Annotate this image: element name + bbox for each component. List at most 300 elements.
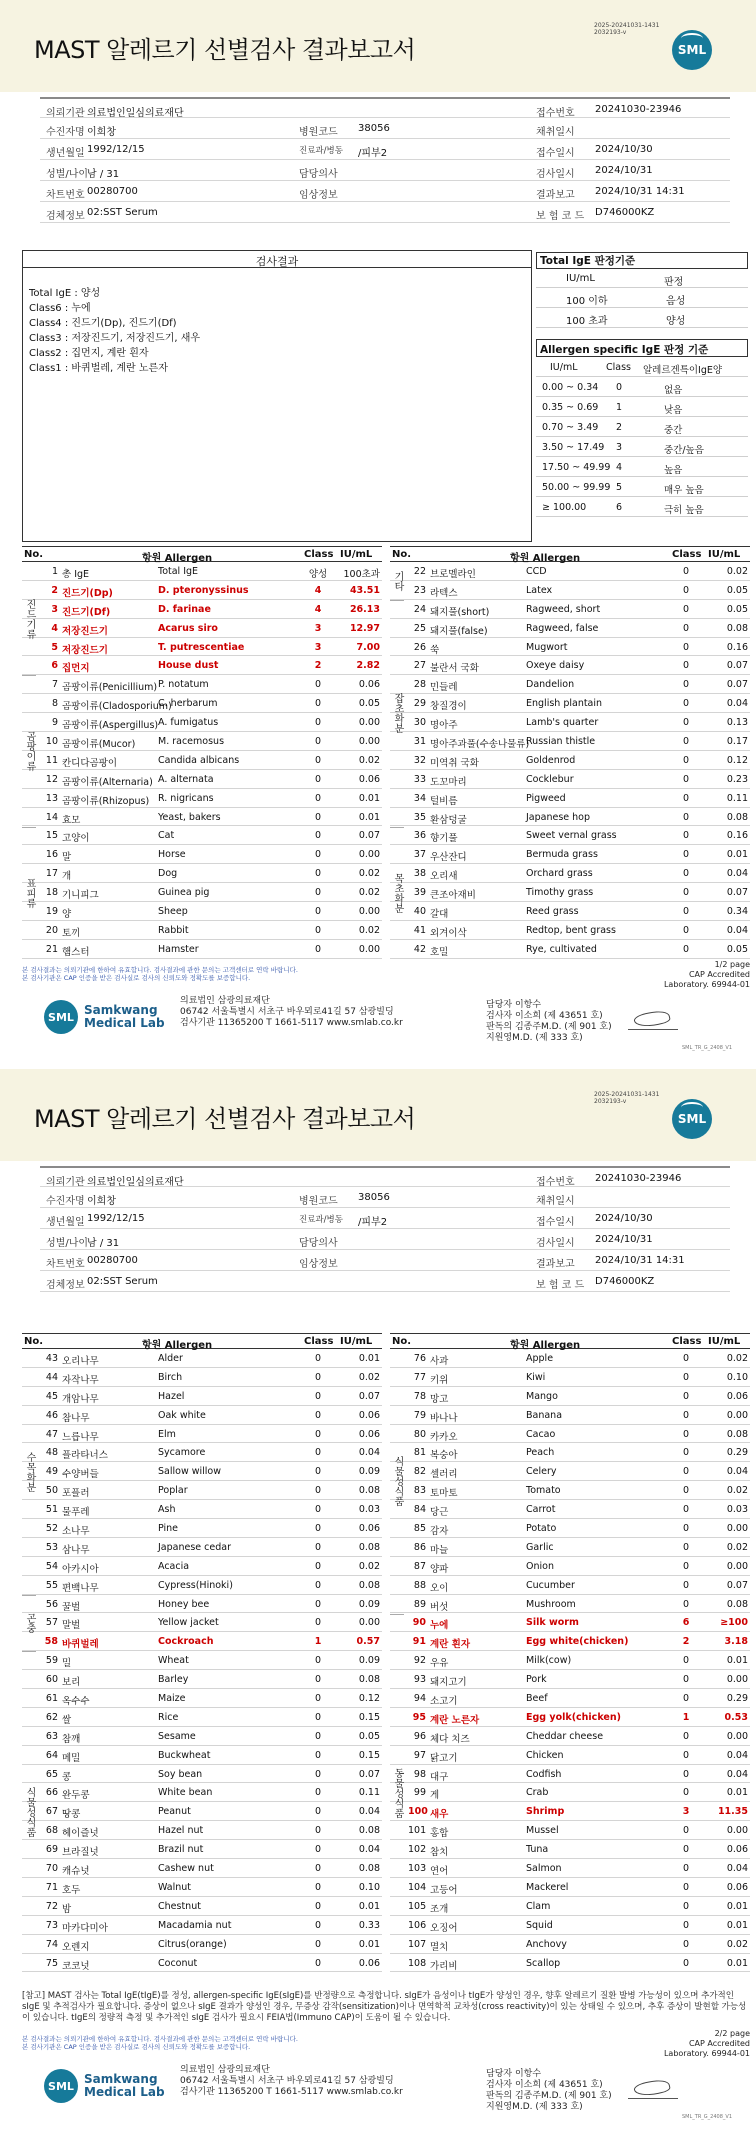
allergen-value: 0.01	[726, 1655, 748, 1667]
table-row	[22, 1802, 382, 1821]
allergen-value: 0.01	[358, 1938, 380, 1950]
table-row	[390, 1689, 750, 1708]
allergen-class: 3	[314, 622, 322, 634]
report-title: MAST 알레르기 선별검사 결과보고서	[34, 36, 416, 64]
allergen-class: 0	[314, 1900, 322, 1912]
allergen-class: 0	[314, 1371, 322, 1383]
allergen-value: 0.05	[358, 1730, 380, 1742]
report-timestamp: 2025-20241031-1431 2032193-v	[594, 22, 660, 36]
criteria-range: 0.35 ~ 0.69	[542, 402, 599, 413]
category-separator	[390, 600, 404, 601]
allergen-korean: 말벌	[62, 1620, 81, 1632]
allergen-no: 40	[413, 906, 426, 918]
allergen-value: 0.07	[726, 660, 748, 672]
allergen-class: 0	[314, 1466, 322, 1478]
allergen-english: English plantain	[526, 698, 603, 710]
allergen-class: 0	[682, 1371, 690, 1383]
allergen-english: Orchard grass	[526, 868, 593, 880]
criteria-range: 0.70 ~ 3.49	[542, 422, 599, 433]
allergen-class: 0	[682, 849, 690, 861]
allergen-class: 0	[314, 1787, 322, 1799]
allergen-value: 0.04	[726, 924, 748, 936]
allergen-korean: 총 IgE	[62, 569, 90, 580]
table-row	[22, 1916, 382, 1935]
report-header	[0, 1069, 756, 1161]
table-row	[390, 751, 750, 770]
header-class: Class	[672, 1336, 702, 1347]
allergen-no: 6	[51, 660, 58, 672]
allergen-value: 0.00	[358, 736, 380, 748]
allergen-english: Pork	[526, 1674, 547, 1686]
criteria-class: 3	[616, 442, 623, 453]
allergen-english: Carrot	[526, 1504, 556, 1516]
table-row	[22, 1349, 382, 1368]
allergen-korean: 라텍스	[430, 587, 458, 599]
allergen-value: 0.11	[726, 792, 748, 804]
allergen-english: Redtop, bent grass	[526, 924, 616, 936]
allergen-english: Crab	[526, 1787, 549, 1799]
table-row	[390, 1840, 750, 1859]
allergen-no: 65	[45, 1768, 58, 1780]
allergen-english: Dog	[158, 868, 178, 880]
category-label: 곤충	[24, 1613, 35, 1634]
allergen-no: 11	[45, 754, 58, 766]
table-row	[22, 883, 382, 902]
table-row	[390, 1878, 750, 1897]
allergen-no: 64	[45, 1749, 58, 1761]
allergen-korean: 민들레	[430, 682, 458, 694]
allergen-class: 0	[682, 1447, 690, 1459]
allergen-no: 77	[413, 1371, 426, 1383]
allergen-value: 0.02	[358, 754, 380, 766]
allergen-class: 0	[682, 1655, 690, 1667]
allergen-korean: 아카시아	[62, 1563, 99, 1575]
allergen-korean: 완두콩	[62, 1790, 90, 1802]
allergen-value: 0.16	[726, 830, 748, 842]
allergen-korean: 저장진드기	[62, 644, 108, 656]
allergen-value: ≥100	[720, 1617, 748, 1629]
allergen-english: Tuna	[526, 1844, 549, 1856]
allergen-class: 0	[682, 622, 690, 634]
category-separator	[22, 827, 36, 828]
allergen-english: Rabbit	[158, 924, 189, 936]
allergen-english: Buckwheat	[158, 1749, 211, 1761]
allergen-value: 0.12	[726, 754, 748, 766]
allergen-value: 0.08	[726, 1428, 748, 1440]
allergen-english: Dandelion	[526, 679, 575, 691]
allergen-value: 0.09	[358, 1466, 380, 1478]
allergen-no: 96	[413, 1730, 426, 1742]
allergen-value: 0.02	[358, 1560, 380, 1572]
allergen-no: 56	[45, 1598, 58, 1610]
allergen-korean: 마늘	[430, 1544, 449, 1556]
reference-note: [참고] MAST 검사는 Total IgE(tIgE)를 정성, allergen-specific IgE(sIgE)를 반정량으로 측정합니다. sIgE가 음성이나 tIgE가 양성인 경우, 향후 알레르기 질환 발병 가능성이 있으며 추가적인 sIgE 및 추적검사가 필요합니다. 증상이 없으나 sIgE 결과가 양성인 경우, 무증상 감작(sensitization)이나 면역학적 교차성(cross reactivity)이 있는 상태일 수 있으며, 추후 증상이 발현할 가능성이 있습니다. tIgE의 정량적 측정 및 추가적인 sIgE 검사가 필요시 FEIA법(Immuno CAP)이 도움이 될 수 있습니다.	[22, 1991, 747, 2023]
allergen-no: 87	[413, 1560, 426, 1572]
allergen-korean: 곰팡이류(Cladosporium)	[62, 701, 172, 713]
allergen-value: 0.08	[358, 1541, 380, 1553]
allergen-korean: 마카다미아	[62, 1922, 108, 1934]
header-class: Class	[304, 549, 334, 560]
allergen-class: 0	[314, 1390, 322, 1402]
allergen-korean: 토마토	[430, 1488, 458, 1500]
allergen-english: Cheddar cheese	[526, 1730, 604, 1742]
allergen-korean: 버섯	[430, 1601, 449, 1613]
allergen-value: 0.00	[358, 717, 380, 729]
allergen-value: 0.07	[726, 1579, 748, 1591]
allergen-class: 0	[314, 792, 322, 804]
allergen-class: 0	[314, 1409, 322, 1421]
allergen-value: 0.02	[358, 887, 380, 899]
allergen-value: 0.06	[358, 1409, 380, 1421]
allergen-english: Cypress(Hinoki)	[158, 1579, 233, 1591]
allergen-no: 53	[45, 1541, 58, 1553]
signature-mark	[628, 1008, 678, 1030]
allergen-no: 32	[413, 754, 426, 766]
table-row	[22, 1727, 382, 1746]
table-row	[390, 1802, 750, 1821]
header-allergen: 항원 Allergen	[510, 553, 581, 564]
allergen-korean: 체다 치즈	[430, 1733, 470, 1745]
allergen-korean: 보리	[62, 1677, 81, 1689]
allergen-english: Kiwi	[526, 1371, 546, 1383]
allergen-value: 12.97	[349, 622, 380, 634]
table-row	[390, 1519, 750, 1538]
table-row	[390, 581, 750, 600]
allergen-class: 0	[314, 906, 322, 918]
allergen-no: 93	[413, 1674, 426, 1686]
category-label: 식물성식품	[392, 1456, 403, 1507]
table-row	[22, 1500, 382, 1519]
table-row	[22, 1783, 382, 1802]
table-header	[390, 546, 750, 562]
specific-ige-criteria: Allergen specific IgE 판정 기준 IU/mL Class 알레르겐특이IgE양 0.00 ~ 0.34 0 없음 0.35 ~ 0.69 1 낮음 0.70 ~ 3.49 2 중간 3.50 ~ 17.49 3 중간/높음 17.50 ~ 49.99 4 높음 50.00 ~ 99.99 5 매우 높음 ≥ 100.00 6 극히 높음	[536, 339, 748, 517]
allergen-no: 57	[45, 1617, 58, 1629]
table-row	[22, 675, 382, 694]
institution-value: 의료법인일심의료재단	[87, 108, 184, 119]
allergen-english: Acarus siro	[158, 622, 218, 634]
allergen-value: 0.01	[726, 1787, 748, 1799]
allergen-no: 28	[413, 679, 426, 691]
table-row	[390, 1368, 750, 1387]
allergen-english: A. alternata	[158, 773, 214, 785]
allergen-korean: 카카오	[430, 1431, 458, 1443]
table-row	[22, 1576, 382, 1595]
allergen-korean: 곰팡이류(Alternaria)	[62, 776, 153, 788]
allergen-no: 97	[413, 1749, 426, 1761]
allergen-no: 61	[45, 1693, 58, 1705]
table-row	[390, 789, 750, 808]
allergen-english: Yeast, bakers	[158, 811, 221, 823]
category-separator	[22, 1651, 36, 1652]
allergen-korean: 수양버들	[62, 1469, 99, 1481]
allergen-english: Garlic	[526, 1541, 554, 1553]
allergen-english: M. racemosus	[158, 736, 225, 748]
allergen-no: 2	[51, 584, 58, 596]
table-row	[390, 1935, 750, 1954]
allergen-value: 0.01	[726, 1919, 748, 1931]
form-id: SML_TR_G_2408_V1	[682, 2114, 733, 2120]
allergen-english: D. farinae	[158, 603, 211, 615]
allergen-korean: 호두	[62, 1884, 81, 1896]
allergen-korean: 곰팡이류(Aspergillus)	[62, 720, 159, 732]
allergen-korean: 곰팡이류(Penicillium)	[62, 682, 158, 694]
allergen-english: D. pteronyssinus	[158, 584, 249, 596]
table-row	[22, 1538, 382, 1557]
sml-logo: SML	[672, 1099, 712, 1139]
allergen-class: 0	[682, 641, 690, 653]
criteria-level: 매우 높음	[664, 485, 704, 496]
allergen-no: 22	[413, 566, 426, 577]
allergen-no: 86	[413, 1541, 426, 1553]
allergen-english: Banana	[526, 1409, 563, 1421]
allergen-class: 0	[314, 1617, 322, 1629]
allergen-english: Salmon	[526, 1863, 562, 1875]
allergen-english: Horse	[158, 849, 186, 861]
allergen-class: 0	[682, 1409, 690, 1421]
footer-note: 본 검사결과는 의뢰기관에 한하여 유효합니다. 검사결과에 관한 문의는 고객센터로 연락 바랍니다. 본 검사기관은 CAP 인증을 받은 검사실로 검사의 신뢰도와 정확도를 보증합니다.	[22, 2035, 298, 2051]
allergen-korean: 캐슈넛	[62, 1866, 90, 1878]
allergen-class: 0	[682, 773, 690, 785]
allergen-class: 0	[682, 1730, 690, 1742]
allergen-no: 52	[45, 1523, 58, 1535]
allergen-korean: 고양이	[62, 833, 90, 845]
table-row	[390, 1557, 750, 1576]
allergen-value: 0.06	[358, 679, 380, 691]
table-row	[22, 1519, 382, 1538]
allergen-korean: 게	[430, 1790, 440, 1802]
table-row	[22, 562, 382, 581]
allergen-value: 0.00	[726, 1409, 748, 1421]
header-no: No.	[24, 549, 44, 560]
allergen-class: 양성	[308, 569, 328, 580]
allergen-value: 0.04	[726, 1466, 748, 1478]
allergen-value: 0.02	[726, 1485, 748, 1497]
allergen-korean: 개암나무	[62, 1393, 99, 1405]
table-row	[390, 1443, 750, 1462]
allergen-class: 0	[682, 792, 690, 804]
allergen-value: 0.03	[358, 1504, 380, 1516]
allergen-korean: 진드기(Dp)	[62, 587, 113, 599]
report-page-1: MAST 알레르기 선별검사 결과보고서 2025-20241031-1431 2032193-v SML 의뢰기관 의료법인일심의료재단 접수번호 20241030-23946 수진자명 이희창 병원코드 38056 채취일시 생년월일 1992/12/15 진료과/병동 /피부2 접수일시 2024/10/30 성별/나이 남 / 31 담당의사 검사일시 2024/10/31 차트번호 00280700 임상정보 결과보고 2024/10/31 14:31 검체정보 02:SST Serum 보 험 코 드 D746000KZ 검사결과 Total IgE : 양성 Class6 : 누에 Class4 : 진드기(Dp), 진드기(Df) Class3 : 저장진드기, 저장진드기, 새우 Class2 : 집먼지, 계란 흰자 Class1 : 바퀴벌레, 계란 노른자 Total IgE 판정기준 IU/mL 판정 100 이하 음성 100 초과 양성 Allergen specific IgE 판정 기준 IU/mL Class 알레르겐특이IgE양 0.00 ~ 0.34 0 없음 0.35 ~ 0.69 1 낮음 0.70 ~ 3.49 2 중간 3.50 ~ 17.49 3 중간/높음 17.50 ~ 49.99 4 높음 50.00 ~ 99.99 5 매우 높음 ≥ 100.00 6 극히 높음 No. 항원 Allergen Class IU/mL 1 총 IgE Total IgE 양성 100초과 2 진드기(Dp) D. pteronyssinus 4 43.51 3 진드기(Df) D. farinae 4 26.13 4 저장진드기 Acarus siro 3 12.97 5 저장진드기 T. putrescentiae 3 7.00 6 집먼지 House dust 2 2.82 7 곰팡이류(Penicillium) P. notatum 0 0.06 8 곰팡이류(Cladosporium) C. herbarum 0 0.05 9 곰팡이류(Aspergillus) A. fumigatus 0 0.00 10 곰팡이류(Mucor) M. racemosus 0 0.00 11 칸디다곰팡이 Candida albicans 0 0.02 12 곰팡이류(Alternaria) A. alternata 0 0.06 13 곰팡이류(Rhizopus) R. nigricans 0 0.01 14 효모 Yeast, bakers 0 0.01 15 고양이 Cat 0 0.07 16 말 Horse 0 0.00 17 개 Dog 0 0.02 18 기니피그 Guinea pig 0 0.02 19 양 Sheep 0 0.00 20 토끼 Rabbit 0 0.02 21 햄스터 Hamster 0 0.00 진드기류 곰팡이류 표피류 No. 항원 Allergen Class IU/mL 22 브로멜라인 CCD 0 0.02 23 라텍스 Latex 0 0.05 24 돼지풀(short) Ragweed, short 0 0.05 25 돼지풀(false) Ragweed, false 0 0.08 26 쑥 Mugwort 0 0.16 27 불란서 국화 Oxeye daisy 0 0.07 28 민들레 Dandelion 0 0.07 29 창질경이 English plantain 0 0.04 30 명아주 Lamb's quarter 0 0.13 31 명아주과풀(수송나물류) Russian thistle 0 0.17 32 미역취 국화 Goldenrod 0 0.12 33 도꼬마리 Cocklebur 0 0.23 34 털비름 Pigweed 0 0.11 35 환삼덩굴 Japanese hop 0 0.08 36 향기풀 Sweet vernal grass 0 0.16 37 우산잔디 Bermuda grass 0 0.01 38 오리새 Orchard grass 0 0.04 39 큰조아재비 Timothy grass 0 0.07 40 갈대 Reed grass 0 0.34 41 외겨이삭 Redtop, bent grass 0 0.04 42 호밀 Rye, cultivated 0 0.05 기타 잡초화분 목초화분 본 검사결과는 의뢰기관에 한하여 유효합니다. 검사결과에 관한 문의는 고객센터로 연락 바랍니다. 본 검사기관은 CAP 인증을 받은 검사실로 검사의 신뢰도와 정확도를 보증합니다. 1/2 page CAP Accredited Laboratory. 69944-01 SML Samkwang Medical Lab 의료법인 삼광의료재단 06742 서울특별시 서초구 바우뫼로41길 57 삼광빌딩 검사기관 11365200 T 1661-5117 www.smlab.co.kr 담당자 이항수 검사자 이소희 (제 43651 호) 판독의 김종주M.D. (제 901 호) 지원영M.D. (제 333 호) SML_TR_G_2408_V1	[0, 0, 756, 1069]
header-allergen: 항원 Allergen	[510, 1340, 581, 1351]
table-row	[22, 694, 382, 713]
allergen-english: Tomato	[526, 1485, 561, 1497]
allergen-no: 55	[45, 1579, 58, 1591]
allergen-class: 0	[682, 1560, 690, 1572]
category-separator	[390, 827, 404, 828]
table-row	[390, 713, 750, 732]
criteria-row	[536, 457, 748, 477]
table-row	[390, 1670, 750, 1689]
allergen-value: 0.01	[726, 849, 748, 861]
allergen-no: 45	[45, 1390, 58, 1402]
allergen-korean: 저장진드기	[62, 625, 108, 637]
allergen-value: 0.11	[358, 1787, 380, 1799]
allergen-no: 84	[413, 1504, 426, 1516]
allergen-value: 0.03	[726, 1504, 748, 1516]
allergen-class: 0	[314, 1560, 322, 1572]
total-ige-criteria: Total IgE 판정기준 IU/mL 판정 100 이하 음성 100 초과 양성	[536, 252, 748, 328]
allergen-no: 85	[413, 1523, 426, 1535]
allergen-value: 0.10	[358, 1881, 380, 1893]
allergen-english: Total IgE	[158, 566, 199, 577]
category-separator	[22, 675, 36, 676]
allergen-no: 20	[45, 924, 58, 936]
allergen-class: 0	[682, 698, 690, 710]
allergen-no: 37	[413, 849, 426, 861]
allergen-english: Oak white	[158, 1409, 206, 1421]
allergen-korean: 고등어	[430, 1884, 458, 1896]
header-value: IU/mL	[340, 1336, 373, 1347]
table-row	[22, 1765, 382, 1784]
table-row	[22, 619, 382, 638]
allergen-class: 4	[314, 584, 322, 596]
allergen-value: 0.00	[726, 1523, 748, 1535]
allergen-english: Brazil nut	[158, 1844, 204, 1856]
allergen-value: 0.04	[358, 1844, 380, 1856]
allergen-no: 17	[45, 868, 58, 880]
allergen-value: 0.12	[358, 1693, 380, 1705]
allergen-korean: 밤	[62, 1903, 72, 1915]
allergen-value: 0.07	[358, 1768, 380, 1780]
allergen-no: 25	[413, 622, 426, 634]
allergen-korean: 곰팡이류(Rhizopus)	[62, 795, 150, 807]
allergen-value: 0.01	[726, 1900, 748, 1912]
sml-logo: SML	[672, 30, 712, 70]
allergen-no: 51	[45, 1504, 58, 1516]
allergen-no: 102	[408, 1844, 427, 1856]
criteria-class: 6	[616, 502, 623, 513]
allergen-no: 54	[45, 1560, 58, 1572]
allergen-korean: 털비름	[430, 795, 458, 807]
allergen-korean: 가리비	[430, 1960, 458, 1972]
allergen-korean: 돼지고기	[430, 1677, 467, 1689]
allergen-value: 7.00	[356, 641, 380, 653]
table-header	[22, 546, 382, 562]
allergen-no: 31	[413, 736, 426, 748]
criteria-row	[536, 397, 748, 417]
table-row	[22, 1613, 382, 1632]
allergen-value: 0.00	[726, 1825, 748, 1837]
allergen-korean: 삼나무	[62, 1544, 90, 1556]
patient-info: 의뢰기관 의료법인일심의료재단 접수번호 20241030-23946 수진자명 이희창 병원코드 38056 채취일시 생년월일 1992/12/15 진료과/병동 /피부2 접수일시 2024/10/30 성별/나이 남 / 31 담당의사 검사일시 2024/10/31 차트번호 00280700 임상정보 결과보고 2024/10/31 14:31 검체정보 02:SST Serum 보 험 코 드 D746000KZ	[40, 97, 730, 223]
table-row	[22, 713, 382, 732]
allergen-class: 0	[314, 1768, 322, 1780]
category-label: 동물성식품	[392, 1768, 403, 1819]
header-value: IU/mL	[708, 549, 741, 560]
allergen-class: 0	[314, 1863, 322, 1875]
summary-heading: 검사결과	[23, 251, 531, 268]
allergen-english: Cat	[158, 830, 175, 842]
header-no: No.	[24, 1336, 44, 1347]
allergen-class: 0	[682, 868, 690, 880]
allergen-no: 76	[413, 1353, 426, 1364]
table-row	[390, 1387, 750, 1406]
criteria-class: 1	[616, 402, 623, 413]
allergen-class: 0	[314, 1730, 322, 1742]
allergen-class: 0	[682, 754, 690, 766]
allergen-english: Cashew nut	[158, 1863, 214, 1875]
allergen-english: Potato	[526, 1523, 557, 1535]
table-row	[390, 656, 750, 675]
allergen-korean: 편백나무	[62, 1582, 99, 1594]
allergen-korean: 양파	[430, 1563, 449, 1575]
allergen-english: Celery	[526, 1466, 557, 1478]
allergen-korean: 명아주	[430, 720, 458, 732]
allergen-no: 5	[51, 641, 58, 653]
allergen-value: 0.02	[358, 1371, 380, 1383]
table-row	[22, 1840, 382, 1859]
allergen-value: 0.08	[358, 1825, 380, 1837]
allergen-class: 0	[682, 1579, 690, 1591]
allergen-no: 38	[413, 868, 426, 880]
allergen-value: 0.06	[358, 1428, 380, 1440]
allergen-no: 104	[408, 1881, 427, 1893]
allergen-value: 0.05	[726, 943, 748, 955]
allergen-english: Japanese hop	[526, 811, 591, 823]
allergen-english: Hazel nut	[158, 1825, 204, 1837]
allergen-english: Pine	[158, 1523, 179, 1535]
table-row	[390, 940, 750, 959]
allergen-korean: 미역취 국화	[430, 757, 479, 769]
category-label: 표피류	[24, 877, 35, 908]
allergen-no: 10	[45, 736, 58, 748]
allergen-value: 0.08	[358, 1579, 380, 1591]
allergen-korean: 말	[62, 852, 72, 864]
table-row	[390, 638, 750, 657]
allergen-class: 0	[682, 717, 690, 729]
allergen-class: 0	[314, 1693, 322, 1705]
allergen-value: 0.07	[358, 1390, 380, 1402]
criteria-row	[536, 377, 748, 397]
allergen-class: 0	[314, 698, 322, 710]
allergen-korean: 계란 흰자	[430, 1639, 471, 1651]
allergen-no: 92	[413, 1655, 426, 1667]
table-row	[22, 638, 382, 657]
table-row	[390, 770, 750, 789]
category-label: 진드기류	[24, 598, 35, 639]
category-label: 기타	[392, 570, 403, 591]
allergen-no: 23	[413, 584, 426, 596]
allergen-class: 0	[314, 1485, 322, 1497]
allergen-value: 0.00	[726, 1674, 748, 1686]
allergen-english: Apple	[526, 1353, 554, 1364]
allergen-korean: 자작나무	[62, 1374, 99, 1386]
table-row	[22, 864, 382, 883]
criteria-level: 높음	[664, 465, 683, 476]
table-row	[390, 1708, 750, 1727]
allergen-no: 29	[413, 698, 426, 710]
allergen-value: 0.05	[726, 584, 748, 596]
allergen-korean: 옥수수	[62, 1696, 90, 1708]
allergen-value: 0.16	[726, 641, 748, 653]
table-row	[390, 1727, 750, 1746]
table-row	[22, 1878, 382, 1897]
allergen-english: Honey bee	[158, 1598, 210, 1610]
table-row	[390, 1632, 750, 1651]
header-value: IU/mL	[340, 549, 373, 560]
allergen-value: 0.02	[726, 1541, 748, 1553]
allergen-english: Cacao	[526, 1428, 556, 1440]
allergen-no: 7	[51, 679, 58, 691]
allergen-korean: 포플러	[62, 1488, 90, 1500]
allergen-value: 100초과	[343, 569, 380, 580]
allergen-no: 12	[45, 773, 58, 785]
allergen-class: 0	[682, 1957, 690, 1969]
form-id: SML_TR_G_2408_V1	[682, 1045, 733, 1051]
table-row	[390, 732, 750, 751]
allergen-korean: 양	[62, 909, 72, 921]
